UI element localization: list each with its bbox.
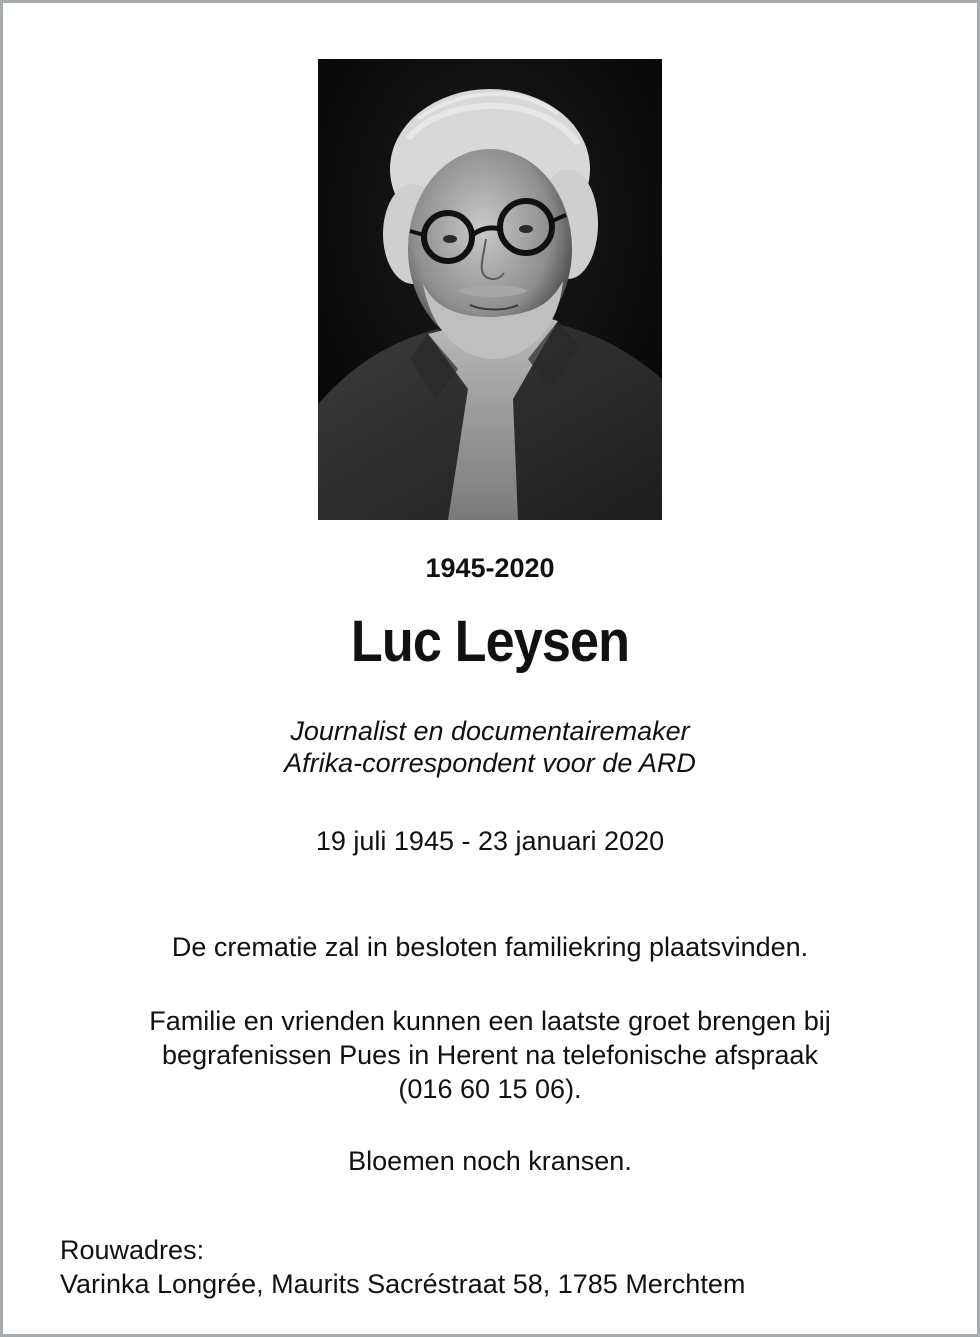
address-value: Varinka Longrée, Maurits Sacréstraat 58, 1785 Merchtem (60, 1269, 746, 1299)
life-years: 1945-2020 (425, 553, 555, 583)
portrait-photo (318, 59, 662, 520)
role-line: Afrika-correspondent voor de ARD (284, 748, 696, 778)
flowers-notice: Bloemen noch kransen. (348, 1146, 632, 1176)
roles-block (0, 715, 980, 779)
farewell-line: begrafenissen Pues in Herent na telefonische afspraak (162, 1040, 818, 1070)
portrait-image (318, 59, 662, 520)
role-line: Journalist en documentairemaker (290, 716, 690, 746)
birth-death-dates: 19 juli 1945 - 23 januari 2020 (315, 826, 665, 856)
address-label: Rouwadres: (60, 1235, 205, 1265)
mourning-address (60, 1233, 745, 1301)
farewell-line: Familie en vrienden kunnen een laatste groet brengen bij (149, 1006, 831, 1036)
farewell-line: (016 60 15 06). (398, 1074, 582, 1104)
deceased-name: Luc Leysen (350, 609, 630, 674)
cremation-notice: De crematie zal in besloten familiekring plaatsvinden. (171, 932, 809, 962)
farewell-notice (0, 1004, 980, 1106)
